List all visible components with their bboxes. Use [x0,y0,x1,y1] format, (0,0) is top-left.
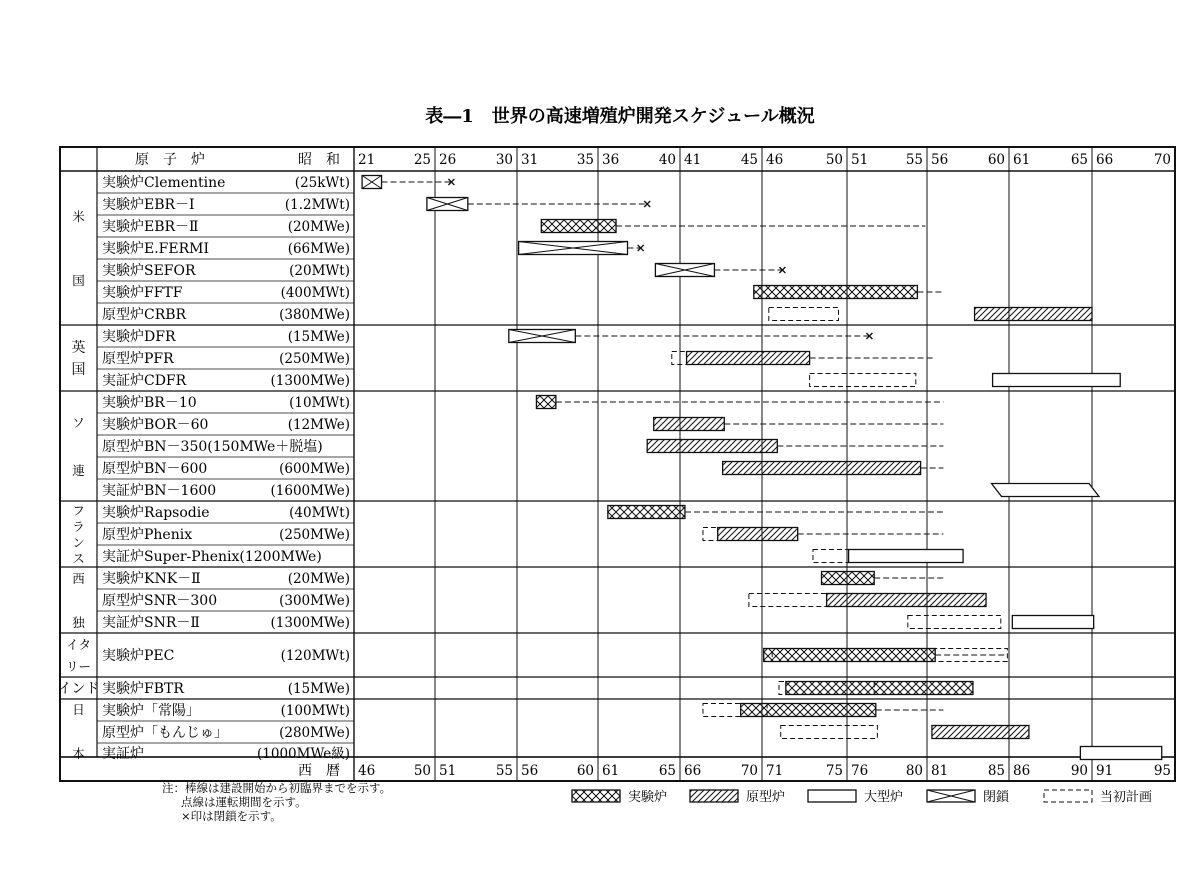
experimental-reactor-bar [822,572,875,585]
reactor-name: 実験炉KNK－Ⅱ [102,571,201,587]
western-year-tick: 80 [905,763,923,779]
reactor-name: 実験炉E.FERMI [102,241,210,257]
reactor-name: 実験炉FFTF [102,285,183,301]
country-column [58,209,100,761]
showa-year-tick: 40 [658,152,676,168]
showa-year-tick: 60 [987,152,1005,168]
experimental-reactor-bar [754,286,918,299]
experimental-reactor-bar [608,506,685,519]
prototype-reactor-bar [975,308,1092,321]
western-year-tick: 56 [521,763,539,779]
showa-year-tick: 25 [413,152,431,168]
reactor-name: 原型炉Phenix [102,527,193,543]
legend-label: 閉鎖 [983,790,1010,805]
legend [572,789,1152,805]
western-year-tick: 55 [495,763,513,779]
reactor-capacity: (600MWe) [279,461,350,477]
showa-year-tick: 50 [825,152,843,168]
reactor-name: 実験炉Rapsodie [102,505,210,521]
reactor-name: 実験炉BOR－60 [102,417,209,433]
showa-year-tick: 31 [521,152,539,168]
western-year-tick: 51 [439,763,457,779]
reactor-name: 実証炉Super-Phenix(1200MWe) [102,549,322,565]
reactor-capacity: (1000MWe級) [257,746,350,762]
reactor-capacity: (100MWt) [280,703,350,719]
showa-axis [358,152,1171,168]
showa-year-tick: 36 [602,152,620,168]
showa-year-tick: 51 [851,152,869,168]
reactor-capacity: (66MWe) [287,241,350,257]
reactor-column-header: 原 子 炉 [135,152,205,168]
large-reactor-bar [992,484,1099,497]
footnote-line: ×印は閉鎖を示す。 [181,809,282,823]
legend-label: 原型炉 [746,790,786,805]
legend-label: 大型炉 [864,790,904,805]
reactor-capacity: (1.2MWt) [284,197,350,213]
reactor-capacity: (20MWe) [287,571,350,587]
footnotes [162,781,391,823]
experimental-reactor-bar [541,220,616,233]
legend-swatch-planned [1044,790,1092,802]
legend-label: 実験炉 [628,790,668,805]
reactor-name: 原型炉「もんじゅ」 [102,725,228,741]
showa-year-tick: 35 [576,152,594,168]
reactor-capacity: (12MWe) [287,417,350,433]
western-year-header: 西 暦 [298,763,340,779]
showa-year-tick: 70 [1153,152,1171,168]
western-year-tick: 86 [1013,763,1031,779]
showa-year-tick: 56 [931,152,949,168]
document-title: 表―1 世界の高速増殖炉開発スケジュール概況 [425,106,815,127]
footnote-line: 点線は運転期間を示す。 [181,795,307,809]
prototype-reactor-bar [647,440,777,453]
reactor-name: 実証炉SNR－Ⅱ [102,615,200,631]
western-axis [358,763,1171,779]
showa-era-header: 昭 和 [298,152,340,168]
prototype-reactor-bar [687,352,810,365]
western-year-tick: 81 [931,763,949,779]
showa-year-tick: 46 [766,152,784,168]
reactor-capacity: (300MWe) [279,593,350,609]
showa-year-tick: 61 [1013,152,1031,168]
western-year-tick: 66 [684,763,702,779]
reactor-name: 実証炉CDFR [102,373,187,389]
reactor-name: 原型炉BN－600 [102,461,208,477]
reactor-name: 実験炉SEFOR [102,263,196,279]
western-year-tick: 76 [851,763,869,779]
country-label: 日本 [72,702,85,761]
closure-x-mark [644,201,650,207]
western-year-tick: 50 [413,763,431,779]
western-year-tick: 60 [576,763,594,779]
planned-bar [672,352,687,365]
country-label: 西独 [72,571,85,630]
western-year-tick: 65 [658,763,676,779]
showa-year-tick: 21 [358,152,376,168]
western-year-tick: 61 [602,763,620,779]
showa-year-tick: 55 [905,152,923,168]
legend-swatch-prototype [690,790,738,802]
prototype-reactor-bar [654,418,725,431]
western-year-tick: 90 [1070,763,1088,779]
reactor-capacity: (280MWe) [279,725,350,741]
experimental-reactor-bar [536,396,555,409]
planned-bar [749,594,827,607]
reactor-name: 実験炉EBR－Ⅰ [102,197,195,213]
reactor-name: 原型炉BN－350(150MWe＋脱塩) [102,439,323,455]
western-year-tick: 46 [358,763,376,779]
large-reactor-bar [1012,616,1093,629]
reactor-name: 実験炉PEC [102,648,175,664]
western-year-tick: 95 [1153,763,1171,779]
legend-swatch-large [808,790,856,802]
experimental-reactor-bar [764,649,936,662]
showa-year-tick: 66 [1096,152,1114,168]
reactor-capacity: (20MWt) [289,263,350,279]
reactor-capacity: (250MWe) [279,527,350,543]
reactor-capacity: (25kWt) [294,175,350,191]
reactor-capacity: (400MWt) [280,285,350,301]
reactor-name: 実験炉FBTR [102,681,184,697]
large-reactor-bar [849,550,963,563]
reactor-name: 原型炉CRBR [102,307,187,323]
prototype-reactor-bar [718,528,798,541]
prototype-reactor-bar [723,462,921,475]
experimental-reactor-bar [741,704,876,717]
showa-year-tick: 65 [1070,152,1088,168]
showa-year-tick: 45 [740,152,758,168]
reactor-name: 実験炉EBR－Ⅱ [102,219,199,235]
reactor-capacity: (380MWe) [279,307,350,323]
planned-bar [703,528,718,541]
showa-year-tick: 41 [684,152,702,168]
reactor-capacity: (40MWt) [289,505,350,521]
western-year-tick: 85 [987,763,1005,779]
reactor-capacity: (10MWt) [289,395,350,411]
reactor-capacity: (15MWe) [287,681,350,697]
reactor-name: 実験炉「常陽」 [102,703,200,719]
country-label: ソ連 [72,415,85,478]
reactor-capacity: (1600MWe) [270,483,350,499]
prototype-reactor-bar [932,726,1029,739]
western-year-tick: 70 [740,763,758,779]
reactor-name: 実証炉BN－1600 [102,483,217,499]
reactor-capacity: (250MWe) [279,351,350,367]
prototype-reactor-bar [827,594,986,607]
reactor-capacity: (15MWe) [287,329,350,345]
planned-bar [781,726,878,739]
reactor-name: 実験炉DFR [102,329,176,345]
planned-bar [908,616,1001,629]
reactor-name: 原型炉PFR [102,351,174,367]
showa-year-tick: 30 [495,152,513,168]
footnote-line: 注：棒線は建設開始から初臨界までを示す。 [162,781,392,795]
country-label: 米国 [72,209,85,288]
showa-year-tick: 26 [439,152,457,168]
reactor-capacity: (1300MWe) [270,373,350,389]
western-year-tick: 75 [825,763,843,779]
reactor-name: 実験炉BR－10 [102,395,197,411]
large-reactor-bar [993,374,1121,387]
experimental-reactor-bar [786,682,973,695]
reactor-name: 実験炉Clementine [102,175,226,191]
reactor-capacity: (20MWe) [287,219,350,235]
reactor-capacity: (1300MWe) [270,615,350,631]
western-year-tick: 91 [1096,763,1114,779]
large-reactor-bar [1080,747,1161,760]
country-label: インド [57,681,100,697]
reactor-name: 実証炉 [102,746,144,762]
legend-label: 当初計画 [1100,790,1153,805]
country-label: 英国 [71,340,86,378]
country-label: イタリー [65,637,92,674]
planned-bar [769,308,839,321]
reactor-capacity: (120MWt) [280,648,350,664]
western-year-tick: 71 [766,763,784,779]
legend-swatch-experimental [572,790,620,802]
reactor-name: 原型炉SNR－300 [102,593,218,609]
planned-bar [810,374,916,387]
reactor-list [102,175,350,762]
country-label: フランス [72,503,85,566]
